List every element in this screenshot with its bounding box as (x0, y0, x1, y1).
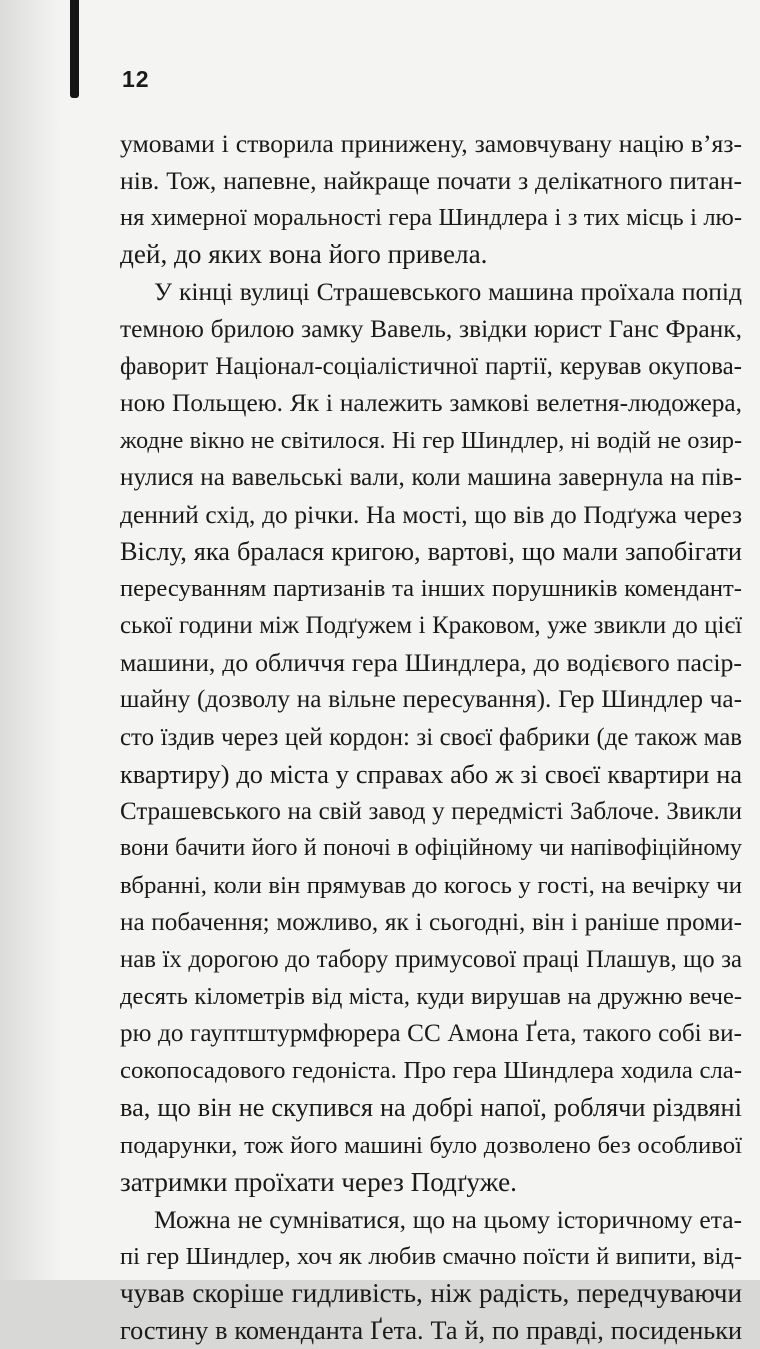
text-line: чував скоріше гидливість, ніж радість, передчуваючи (120, 1277, 742, 1308)
text-line: вони бачити його й поночі в офіційному чи напівофіційному (120, 834, 742, 861)
page-number: 12 (122, 66, 150, 92)
text-line: дей, до яких вона його привела. (120, 239, 488, 270)
body-text (120, 125, 742, 1349)
text-line: Віслу, яка бралася кригою, вартові, що мали запобігати (120, 537, 742, 567)
text-line: пересуванням партизанів та інших порушників комендант- (120, 575, 742, 603)
text-line: шайну (дозволу на вільне пересування). Гер Шиндлер ча- (120, 686, 742, 714)
text-line: сокопосадового гедоніста. Про гера Шиндлера ходила сла- (120, 1057, 742, 1085)
page-edge-mark (70, 0, 79, 98)
text-line: У кінці вулиці Страшевського машина проїхала попід (154, 277, 742, 307)
text-line: ва, що він не скупився на добрі напої, роблячи різдвяні (120, 1093, 742, 1123)
text-line: машини, до обличчя гера Шиндлера, до водієвого пасір- (120, 648, 742, 678)
text-line: ною Польщею. Як і належить замкові велетня-людожера, (120, 388, 742, 417)
text-line: рю до гауптштурмфюрера СС Амона Ґета, такого собі ви- (120, 1020, 742, 1048)
text-line: умовами і створила принижену, замовчувану націю в’яз- (120, 129, 742, 158)
text-line: затримки проїхати через Подґуже. (120, 1166, 517, 1197)
text-line: жодне вікно не світилося. Ні гер Шиндлер, ні водій не озир- (120, 426, 742, 454)
text-line: денний схід, до річки. На мості, що вів до Подґужа через (120, 499, 742, 529)
text-line: нулися на вавельські вали, коли машина завернула на пів- (120, 463, 742, 491)
text-line: десять кілометрів від міста, куди вирушав на дружню вече- (120, 983, 742, 1011)
text-line: квартиру) до міста у справах або ж зі своєї квартири на (120, 759, 742, 789)
text-line: пі гер Шиндлер, хоч як любив смачно поїсти й випити, від- (120, 1242, 742, 1270)
text-line: сто їздив через цей кордон: зі своєї фабрики (де також мав (120, 723, 742, 751)
text-line: подарунки, тож його машині було дозволено без особливої (120, 1131, 742, 1159)
spine-shadow (0, 0, 60, 1280)
text-line: гостину в коменданта Ґета. Та й, по правді, посиденьки (120, 1316, 742, 1345)
text-line: на побачення; можливо, як і сьогодні, він і раніше проми- (120, 908, 742, 936)
text-line: фаворит Націонал-соціалістичної партії, керував окупова- (120, 352, 742, 380)
text-line: ня химерної моральності гера Шиндлера і з тих місць і лю- (120, 204, 742, 232)
text-line: ської години між Подґужем і Краковом, уже звикли до цієї (120, 612, 742, 640)
text-line: нів. Тож, напевне, найкраще почати з делікатного питан- (120, 166, 742, 196)
text-line: темною брилою замку Вавель, звідки юрист Ганс Франк, (120, 314, 742, 344)
text-line: нав їх дорогою до табору примусової праці Плашув, що за (120, 946, 742, 974)
text-line: вбранні, коли він прямував до когось у гості, на вечірку чи (120, 871, 742, 899)
text-line: Можна не сумніватися, що на цьому історичному ета- (154, 1204, 742, 1234)
text-line: Страшевського на свій завод у передмісті Заблоче. Звикли (120, 797, 742, 825)
